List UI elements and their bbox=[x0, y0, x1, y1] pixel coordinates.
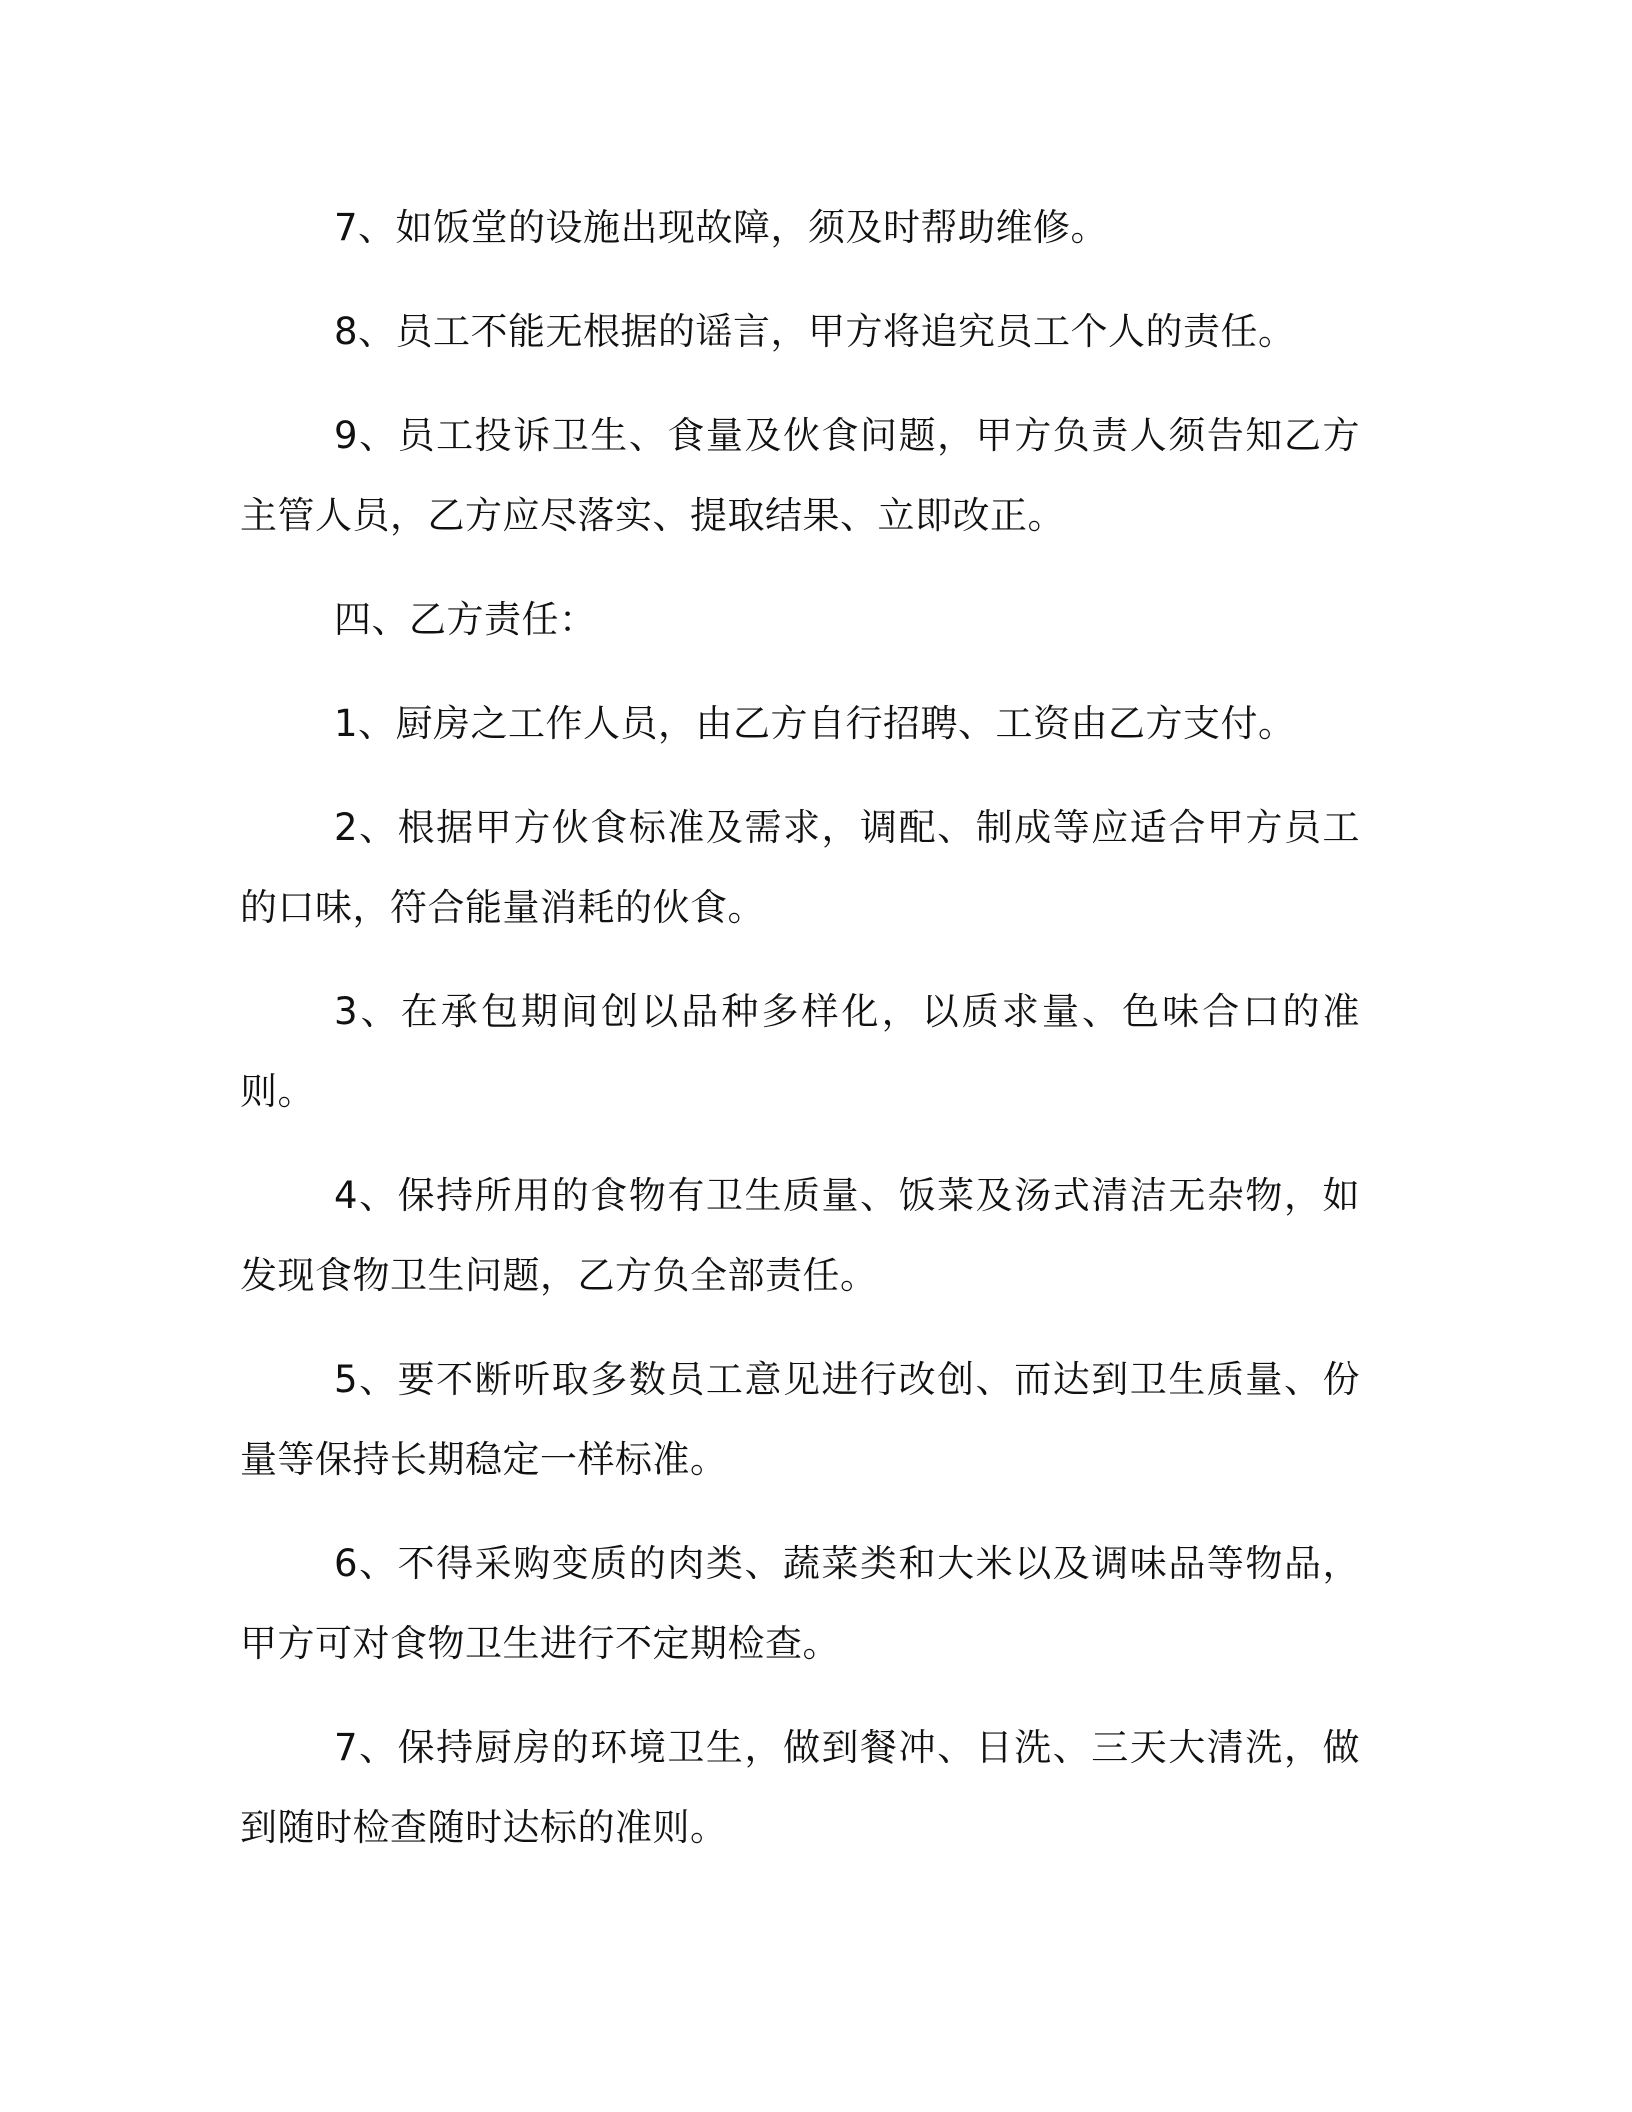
paragraph-item-3-variety: 3、在承包期间创以品种多样化，以质求量、色味合口的准则。 bbox=[240, 990, 1360, 1113]
paragraph-item-5-feedback: 5、要不断听取多数员工意见进行改创、而达到卫生质量、份量等保持长期稳定一样标准。 bbox=[240, 1358, 1360, 1481]
section-heading-party-b-responsibilities: 四、乙方责任： bbox=[334, 598, 597, 641]
paragraph-item-6-procurement: 6、不得采购变质的肉类、蔬菜类和大米以及调味品等物品，甲方可对食物卫生进行不定期检查。 bbox=[240, 1542, 1360, 1665]
paragraph-item-7-facility-repair: 7、如饭堂的设施出现故障，须及时帮助维修。 bbox=[334, 206, 1109, 249]
document-body bbox=[240, 188, 1360, 1892]
paragraph-item-4-food-hygiene: 4、保持所用的食物有卫生质量、饭菜及汤式清洁无杂物，如发现食物卫生问题，乙方负全部责任。 bbox=[240, 1174, 1360, 1297]
paragraph-item-1-staffing: 1、厨房之工作人员，由乙方自行招聘、工资由乙方支付。 bbox=[334, 702, 1296, 745]
paragraph-item-7-kitchen-cleanliness: 7、保持厨房的环境卫生，做到餐冲、日洗、三天大清洗，做到随时检查随时达标的准则。 bbox=[240, 1726, 1360, 1849]
paragraph-item-8-rumors: 8、员工不能无根据的谣言，甲方将追究员工个人的责任。 bbox=[334, 310, 1296, 353]
paragraph-item-2-meal-standards: 2、根据甲方伙食标准及需求，调配、制成等应适合甲方员工的口味，符合能量消耗的伙食。 bbox=[240, 806, 1360, 929]
paragraph-item-9-complaints: 9、员工投诉卫生、食量及伙食问题，甲方负责人须告知乙方主管人员，乙方应尽落实、提取结果、立即改正。 bbox=[240, 414, 1360, 537]
